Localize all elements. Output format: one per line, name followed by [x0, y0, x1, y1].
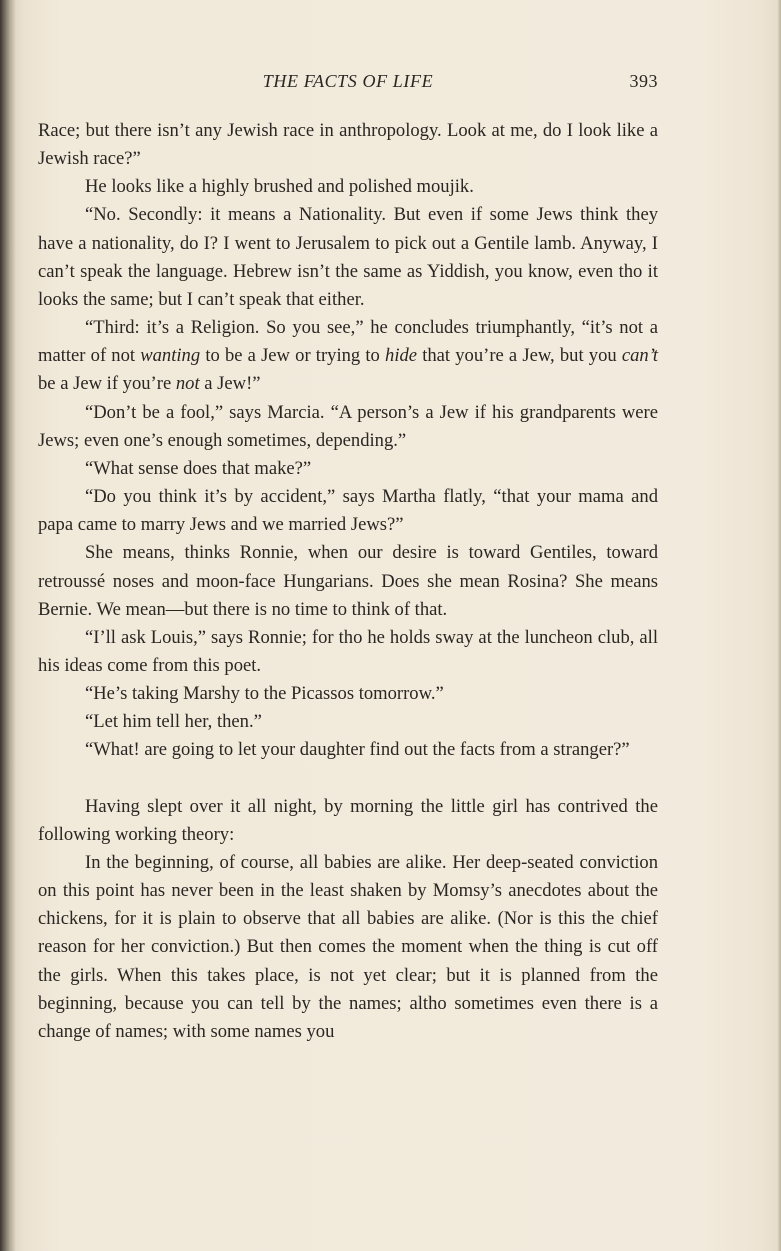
binding-gutter-shadow	[0, 0, 16, 1251]
body-text	[38, 117, 658, 1046]
paragraph	[38, 483, 658, 539]
text-run: “Third: it’s a Religion. So you see,” he concludes triumphantly, “it’s not a matter of not	[38, 317, 658, 367]
text-run: “Do you think it’s by accident,” says Martha flatly, “that your mama and papa came to marry Jews and we married Jews?”	[38, 486, 658, 536]
page-number: 393	[629, 71, 658, 91]
paragraph	[38, 624, 658, 680]
text-run: She means, thinks Ronnie, when our desire is toward Gentiles, toward retroussé noses and moon-face Hungarians. Does she mean Rosina? She means Bernie. We mean—but there is no time to think of that.	[38, 542, 658, 620]
text-run: be a Jew if you’re	[38, 373, 176, 395]
paragraph	[38, 539, 658, 623]
italic-text: wanting	[140, 345, 201, 367]
text-run: He looks like a highly brushed and polished moujik.	[85, 176, 474, 198]
running-head	[38, 71, 658, 97]
text-run: to be a Jew or trying to	[200, 345, 386, 367]
paragraph	[38, 399, 658, 455]
paragraph	[38, 793, 658, 849]
paragraph	[38, 117, 658, 173]
text-run: “No. Secondly: it means a Nationality. But even if some Jews think they have a nationality, do I? I went to Jerusalem to pick out a Gentile lamb. Anyway, I can’t speak the language. Hebrew isn’t the same as Yiddish, you know, even tho it looks the same; but I can’t speak that either.	[38, 204, 658, 310]
section-break	[38, 765, 658, 793]
paragraph	[38, 736, 658, 764]
running-title: THE FACTS OF LIFE	[262, 71, 434, 91]
italic-text: not	[175, 373, 200, 395]
paragraph	[38, 173, 658, 201]
text-run: that you’re a Jew, but you	[417, 345, 622, 367]
paragraph	[38, 455, 658, 483]
text-run: “What! are going to let your daughter find out the facts from a stranger?”	[85, 739, 630, 761]
text-run: “I’ll ask Louis,” says Ronnie; for tho he holds sway at the luncheon club, all his ideas come from this poet.	[38, 626, 658, 676]
paragraph	[38, 680, 658, 708]
paragraph	[38, 708, 658, 736]
text-run: Having slept over it all night, by morning the little girl has contrived the following working theory:	[38, 795, 658, 845]
text-run: “Don’t be a fool,” says Marcia. “A person’s a Jew if his grandparents were Jews; even one’s enough sometimes, depending.”	[38, 401, 658, 451]
text-run: Race; but there isn’t any Jewish race in anthropology. Look at me, do I look like a Jewish race?”	[38, 120, 658, 170]
text-run: “Let him tell her, then.”	[85, 711, 262, 733]
text-run: “He’s taking Marshy to the Picassos tomorrow.”	[85, 683, 444, 705]
paragraph	[38, 201, 658, 314]
text-run: “What sense does that make?”	[85, 457, 312, 479]
italic-text: hide	[385, 345, 418, 367]
paragraph	[38, 849, 658, 1046]
paragraph	[38, 314, 658, 398]
page-edge	[777, 0, 781, 1251]
text-run: In the beginning, of course, all babies are alike. Her deep-seated conviction on this point has never been in the least shaken by Momsy’s anecdotes about the chickens, for it is plain to observe that all babies are alike. (Nor is this the chief reason for her conviction.) But then comes the moment when the thing is cut off the girls. When this takes place, is not yet clear; but it is planned from the beginning, because you can tell by the names; altho sometimes even there is a change of names; with some names you	[38, 851, 658, 1042]
text-run: a Jew!”	[199, 373, 261, 395]
italic-text: can’t	[621, 345, 658, 367]
